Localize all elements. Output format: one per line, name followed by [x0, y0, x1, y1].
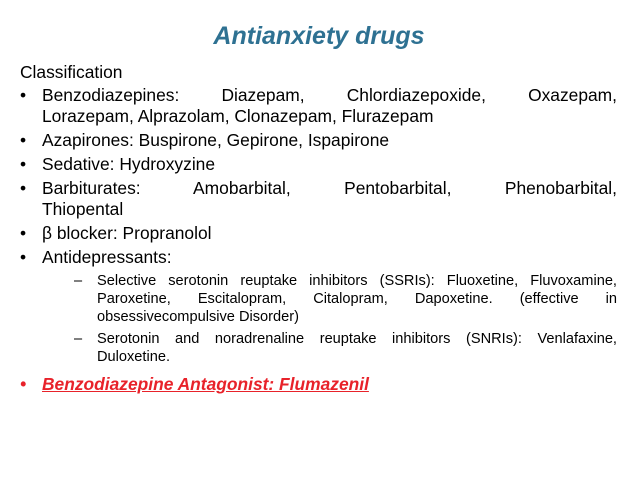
antidepressants-sublist [42, 272, 617, 366]
slide-content [20, 62, 617, 398]
drug-class-list [20, 85, 617, 395]
list-item-benzodiazepine-antagonist [20, 374, 617, 395]
list-item-barbiturates [20, 178, 617, 220]
slide-title: Antianxiety drugs [213, 22, 425, 50]
list-item-benzodiazepines [20, 85, 617, 127]
list-item-azapirones: • Azapirones: Buspirone, Gepirone, Ispapirone [20, 130, 617, 151]
benzodiazepines-line-1: • Benzodiazepines: Diazepam, Chlordiazepoxide, Oxazepam, [42, 85, 617, 105]
barbiturates-line-1: • Barbiturates: Amobarbital, Pentobarbital, Phenobarbital, [42, 178, 617, 198]
barbiturates-line-2: Thiopental [42, 199, 124, 219]
benzodiazepines-line-2: Lorazepam, Alprazolam, Clonazepam, Flurazepam [42, 106, 434, 126]
benzodiazepine-antagonist-text: Benzodiazepine Antagonist: Flumazenil [42, 374, 369, 394]
classification-heading: Classification [20, 62, 123, 82]
antidepressants-label: Antidepressants: [42, 247, 172, 267]
list-item-beta-blocker: • β blocker: Propranolol [20, 223, 617, 244]
list-item-antidepressants [20, 247, 617, 366]
list-item-sedative: • Sedative: Hydroxyzine [20, 154, 617, 175]
sublist-item-snris: – Serotonin and noradrenaline reuptake inhibitors (SNRIs): Venlafaxine, Duloxetine. [42, 330, 617, 366]
sublist-item-ssris: – Selective serotonin reuptake inhibitors (SSRIs): Fluoxetine, Fluvoxamine, Paroxetine, Escitalopram, Citalopram, Dapoxetine. (effective in obsessivecompulsive Disorder) [42, 272, 617, 326]
